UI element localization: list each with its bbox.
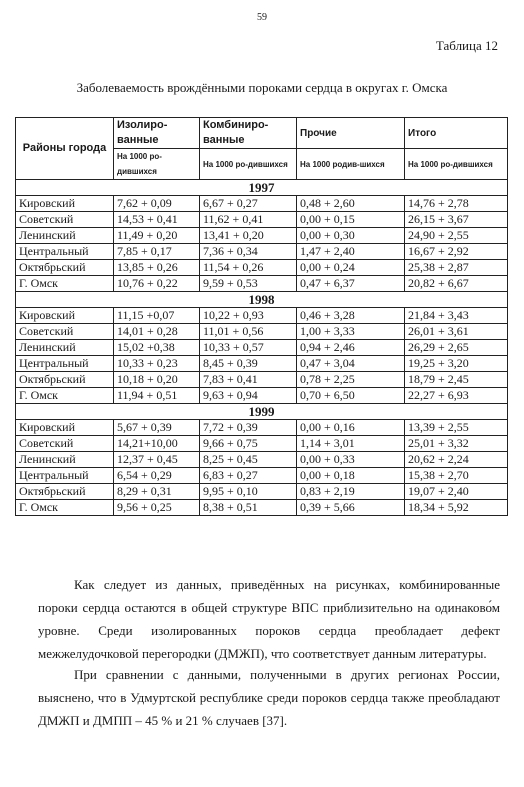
region-cell: Ленинский [16,340,114,356]
paragraph-1: Как следует из данных, приведённых на рисунках, комбинированные пороки сердца остаются в общей структуре ВПС приблизительно на одинаково́м уровне. Среди изолированных пороков сердца преобладает дефект межжелудочковой перегородки (ДМЖП), что соответствует данным литературы. [38,577,500,661]
table-row [16,324,508,340]
value-cell: 11,62 + 0,41 [200,212,297,228]
value-cell: 1,47 + 2,40 [297,244,405,260]
value-cell: 26,15 + 3,67 [405,212,508,228]
value-cell: 8,38 + 0,51 [200,500,297,516]
value-cell: 1,14 + 3,01 [297,436,405,452]
region-cell: Ленинский [16,228,114,244]
value-cell: 0,00 + 0,33 [297,452,405,468]
value-cell: 0,70 + 6,50 [297,388,405,404]
value-cell: 26,29 + 2,65 [405,340,508,356]
table-row [16,372,508,388]
total-column-header: Итого [405,118,508,149]
value-cell: 8,29 + 0,31 [114,484,200,500]
value-cell: 7,62 + 0,09 [114,196,200,212]
table-row [16,308,508,324]
value-cell: 26,01 + 3,61 [405,324,508,340]
value-cell: 10,22 + 0,93 [200,308,297,324]
value-cell: 14,53 + 0,41 [114,212,200,228]
value-cell: 9,95 + 0,10 [200,484,297,500]
combined-column-header: Комбиниро-ванные [200,118,297,149]
value-cell: 9,56 + 0,25 [114,500,200,516]
value-cell: 14,76 + 2,78 [405,196,508,212]
value-cell: 7,83 + 0,41 [200,372,297,388]
value-cell: 13,39 + 2,55 [405,420,508,436]
value-cell: 16,67 + 2,92 [405,244,508,260]
table-row [16,340,508,356]
table-header-row [16,118,508,149]
other-unit-header: На 1000 родив-шихся [297,149,405,180]
value-cell: 19,25 + 3,20 [405,356,508,372]
value-cell: 22,27 + 6,93 [405,388,508,404]
table-row [16,484,508,500]
region-cell: Кировский [16,308,114,324]
value-cell: 6,54 + 0,29 [114,468,200,484]
region-cell: Г. Омск [16,276,114,292]
value-cell: 11,49 + 0,20 [114,228,200,244]
isolated-column-header: Изолиро-ванные [114,118,200,149]
value-cell: 24,90 + 2,55 [405,228,508,244]
year-row [16,180,508,196]
other-column-header: Прочие [297,118,405,149]
page-number: 59 [257,12,267,23]
value-cell: 0,94 + 2,46 [297,340,405,356]
table-label: Таблица 12 [435,38,498,53]
value-cell: 8,25 + 0,45 [200,452,297,468]
value-cell: 7,72 + 0,39 [200,420,297,436]
value-cell: 11,01 + 0,56 [200,324,297,340]
value-cell: 6,83 + 0,27 [200,468,297,484]
value-cell: 0,83 + 2,19 [297,484,405,500]
value-cell: 10,76 + 0,22 [114,276,200,292]
value-cell: 7,36 + 0,34 [200,244,297,260]
region-cell: Октябрьский [16,484,114,500]
value-cell: 25,01 + 3,32 [405,436,508,452]
value-cell: 0,00 + 0,30 [297,228,405,244]
value-cell: 1,00 + 3,33 [297,324,405,340]
value-cell: 12,37 + 0,45 [114,452,200,468]
value-cell: 15,38 + 2,70 [405,468,508,484]
value-cell: 6,67 + 0,27 [200,196,297,212]
table-caption: Заболеваемость врождёнными пороками сердца в округах г. Омска [76,80,448,95]
value-cell: 0,00 + 0,15 [297,212,405,228]
value-cell: 20,62 + 2,24 [405,452,508,468]
table-row [16,436,508,452]
table-row [16,500,508,516]
value-cell: 18,79 + 2,45 [405,372,508,388]
value-cell: 18,34 + 5,92 [405,500,508,516]
table-row [16,260,508,276]
table-row [16,356,508,372]
region-cell: Советский [16,324,114,340]
value-cell: 0,78 + 2,25 [297,372,405,388]
region-cell: Кировский [16,196,114,212]
value-cell: 21,84 + 3,43 [405,308,508,324]
value-cell: 7,85 + 0,17 [114,244,200,260]
value-cell: 10,33 + 0,23 [114,356,200,372]
table-row [16,388,508,404]
year-row [16,292,508,308]
region-cell: Г. Омск [16,388,114,404]
region-cell: Ленинский [16,452,114,468]
table-row [16,420,508,436]
value-cell: 0,00 + 0,24 [297,260,405,276]
value-cell: 0,00 + 0,18 [297,468,405,484]
value-cell: 13,41 + 0,20 [200,228,297,244]
region-cell: Г. Омск [16,500,114,516]
value-cell: 14,21+10,00 [114,436,200,452]
year-label: 1999 [16,404,508,420]
paragraph-2: При сравнении с данными, полученными в других регионах России, выяснено, что в Удмуртской республике среди пороков сердца также преобладают ДМЖП и ДМПП – 45 % и 21 % случаев [37]. [38,667,500,728]
year-label: 1997 [16,180,508,196]
incidence-table [15,117,508,516]
combined-unit-header: На 1000 ро-дившихся [200,149,297,180]
table-row [16,468,508,484]
table-row [16,452,508,468]
value-cell: 9,66 + 0,75 [200,436,297,452]
value-cell: 20,82 + 6,67 [405,276,508,292]
region-cell: Октябрьский [16,260,114,276]
table-row [16,244,508,260]
value-cell: 10,18 + 0,20 [114,372,200,388]
year-row [16,404,508,420]
region-cell: Центральный [16,356,114,372]
table-row [16,212,508,228]
region-cell: Советский [16,212,114,228]
value-cell: 5,67 + 0,39 [114,420,200,436]
value-cell: 8,45 + 0,39 [200,356,297,372]
region-cell: Центральный [16,244,114,260]
region-column-header: Районы города [16,118,114,180]
value-cell: 10,33 + 0,57 [200,340,297,356]
region-cell: Октябрьский [16,372,114,388]
table-row [16,196,508,212]
year-label: 1998 [16,292,508,308]
value-cell: 13,85 + 0,26 [114,260,200,276]
value-cell: 0,48 + 2,60 [297,196,405,212]
value-cell: 14,01 + 0,28 [114,324,200,340]
value-cell: 0,39 + 5,66 [297,500,405,516]
value-cell: 0,00 + 0,16 [297,420,405,436]
table-row [16,276,508,292]
region-cell: Центральный [16,468,114,484]
value-cell: 15,02 +0,38 [114,340,200,356]
value-cell: 19,07 + 2,40 [405,484,508,500]
value-cell: 25,38 + 2,87 [405,260,508,276]
isolated-unit-header: На 1000 ро-дившихся [114,149,200,180]
region-cell: Кировский [16,420,114,436]
value-cell: 11,94 + 0,51 [114,388,200,404]
value-cell: 0,46 + 3,28 [297,308,405,324]
value-cell: 0,47 + 3,04 [297,356,405,372]
value-cell: 11,15 +0,07 [114,308,200,324]
region-cell: Советский [16,436,114,452]
total-unit-header: На 1000 ро-дившихся [405,149,508,180]
value-cell: 9,59 + 0,53 [200,276,297,292]
value-cell: 9,63 + 0,94 [200,388,297,404]
table-body [16,180,508,516]
value-cell: 11,54 + 0,26 [200,260,297,276]
value-cell: 0,47 + 6,37 [297,276,405,292]
table-row [16,228,508,244]
